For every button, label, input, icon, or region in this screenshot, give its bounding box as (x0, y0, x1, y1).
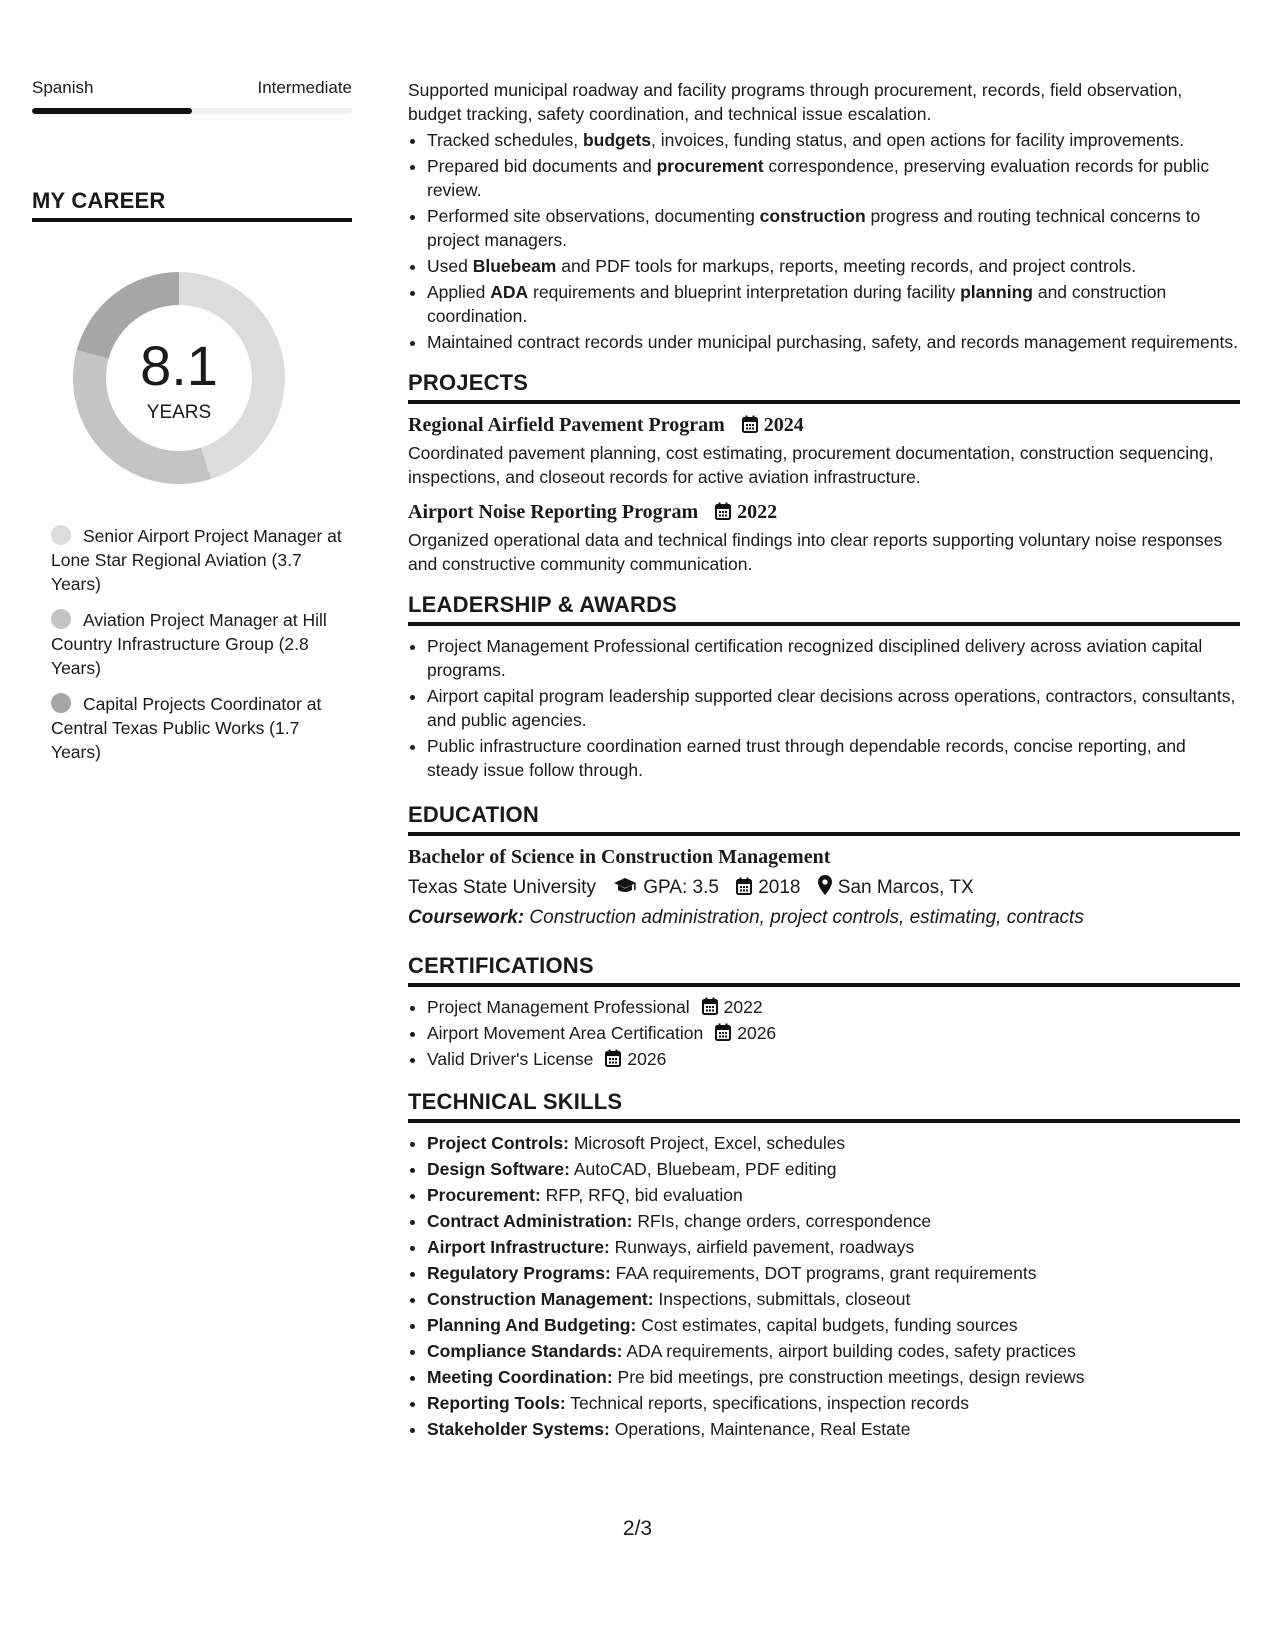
project-title: Regional Airfield Pavement Program 2024 (408, 414, 804, 436)
certifications-list (408, 995, 1240, 1071)
skill-item: • Meeting Coordination: Pre bid meetings, pre construction meetings, design reviews (427, 1365, 1240, 1389)
experience-summary: Supported municipal roadway and facility programs through procurement, records, field observation, budget tracking, safety coordination, and technical issue escalation. (408, 80, 1183, 124)
experience-bullet: • Used Bluebeam and PDF tools for markups, reports, meeting records, and project controls. (427, 254, 1240, 278)
graduation-cap-icon (613, 877, 637, 895)
career-role-item (51, 524, 352, 596)
education-degree: Bachelor of Science in Construction Management (408, 846, 831, 868)
career-role-item (51, 608, 352, 680)
language-level: Intermediate (257, 78, 352, 97)
award-item: • Project Management Professional certification recognized disciplined delivery across aviation capital programs. (427, 634, 1240, 682)
education-gpa: GPA: 3.5 (643, 877, 719, 898)
skill-item: • Reporting Tools: Technical reports, specifications, inspection records (427, 1391, 1240, 1415)
project-description: Coordinated pavement planning, cost estimating, procurement documentation, construction sequencing, inspections, and closeout records for active aviation infrastructure. (408, 443, 1214, 487)
certification-item: • Valid Driver's License 2026 (427, 1047, 1240, 1071)
calendar-icon (702, 997, 718, 1015)
skill-item: • Airport Infrastructure: Runways, airfield pavement, roadways (427, 1235, 1240, 1259)
calendar-icon (736, 877, 752, 895)
left-column (32, 78, 352, 776)
projects-heading: PROJECTS (408, 370, 1240, 404)
language-name: Spanish (32, 78, 94, 97)
legend-dot-icon (51, 525, 71, 545)
skill-item: • Project Controls: Microsoft Project, Excel, schedules (427, 1131, 1240, 1155)
skill-item: • Procurement: RFP, RFQ, bid evaluation (427, 1183, 1240, 1207)
project-year: 2022 (737, 501, 778, 523)
skill-item: • Planning And Budgeting: Cost estimates, capital budgets, funding sources (427, 1313, 1240, 1337)
experience-bullet: • Performed site observations, documenting construction progress and routing technical concerns to project managers. (427, 204, 1240, 252)
language-row (32, 78, 352, 100)
legend-dot-icon (51, 609, 71, 629)
skill-item: • Construction Management: Inspections, submittals, closeout (427, 1287, 1240, 1311)
career-donut-chart (67, 266, 291, 490)
experience-bullets (408, 128, 1240, 354)
certifications-heading: CERTIFICATIONS (408, 953, 1240, 987)
skill-item: • Regulatory Programs: FAA requirements, DOT programs, grant requirements (427, 1261, 1240, 1285)
experience-bullet: • Maintained contract records under municipal purchasing, safety, and records management requirements. (427, 330, 1240, 354)
skills-heading: TECHNICAL SKILLS (408, 1089, 1240, 1123)
legend-dot-icon (51, 693, 71, 713)
right-column (408, 78, 1240, 1443)
calendar-icon (742, 415, 758, 433)
project-year: 2024 (763, 414, 804, 436)
language-proficiency-fill (32, 108, 192, 114)
skills-list (408, 1131, 1240, 1441)
education-year: 2018 (758, 877, 801, 898)
awards-heading: LEADERSHIP & AWARDS (408, 592, 1240, 626)
education-location: San Marcos, TX (837, 877, 974, 898)
location-pin-icon (818, 875, 832, 895)
skill-item: • Contract Administration: RFIs, change orders, correspondence (427, 1209, 1240, 1233)
calendar-icon (715, 502, 731, 520)
awards-list (408, 634, 1240, 782)
award-item: • Airport capital program leadership supported clear decisions across operations, contractors, consultants, and public agencies. (427, 684, 1240, 732)
certification-item: • Airport Movement Area Certification 2026 (427, 1021, 1240, 1045)
experience-bullet: • Prepared bid documents and procurement correspondence, preserving evaluation records for public review. (427, 154, 1240, 202)
career-total-unit: YEARS (146, 402, 212, 423)
education-details (408, 875, 1240, 899)
experience-bullet: • Tracked schedules, budgets, invoices, funding status, and open actions for facility improvements. (427, 128, 1240, 152)
career-role-label: Senior Airport Project Manager at Lone Star Regional Aviation (3.7 Years) (51, 526, 342, 594)
career-role-label: Aviation Project Manager at Hill Country Infrastructure Group (2.8 Years) (51, 610, 327, 678)
education-school: Texas State University (408, 877, 596, 898)
project-title: Airport Noise Reporting Program 2022 (408, 501, 778, 523)
education-coursework: Coursework: Construction administration, project controls, estimating, contracts (408, 907, 1084, 928)
career-heading: MY CAREER (32, 188, 352, 222)
career-role-label: Capital Projects Coordinator at Central Texas Public Works (1.7 Years) (51, 694, 322, 762)
skill-item: • Compliance Standards: ADA requirements, airport building codes, safety practices (427, 1339, 1240, 1363)
award-item: • Public infrastructure coordination earned trust through dependable records, concise reporting, and steady issue follow through. (427, 734, 1240, 782)
experience-bullet: • Applied ADA requirements and blueprint interpretation during facility planning and construction coordination. (427, 280, 1240, 328)
donut-center (67, 266, 291, 490)
skill-item: • Stakeholder Systems: Operations, Maintenance, Real Estate (427, 1417, 1240, 1441)
project-description: Organized operational data and technical findings into clear reports supporting voluntary noise responses and constructive community communication. (408, 530, 1223, 574)
career-total-years: 8.1 (140, 334, 218, 397)
page-number: 2/3 (622, 1517, 653, 1540)
calendar-icon (715, 1023, 731, 1041)
education-heading: EDUCATION (408, 802, 1240, 836)
career-role-item (51, 692, 352, 764)
certification-item: • Project Management Professional 2022 (427, 995, 1240, 1019)
skill-item: • Design Software: AutoCAD, Bluebeam, PDF editing (427, 1157, 1240, 1181)
language-proficiency-bar (32, 108, 352, 114)
calendar-icon (605, 1049, 621, 1067)
career-legend (32, 524, 352, 764)
